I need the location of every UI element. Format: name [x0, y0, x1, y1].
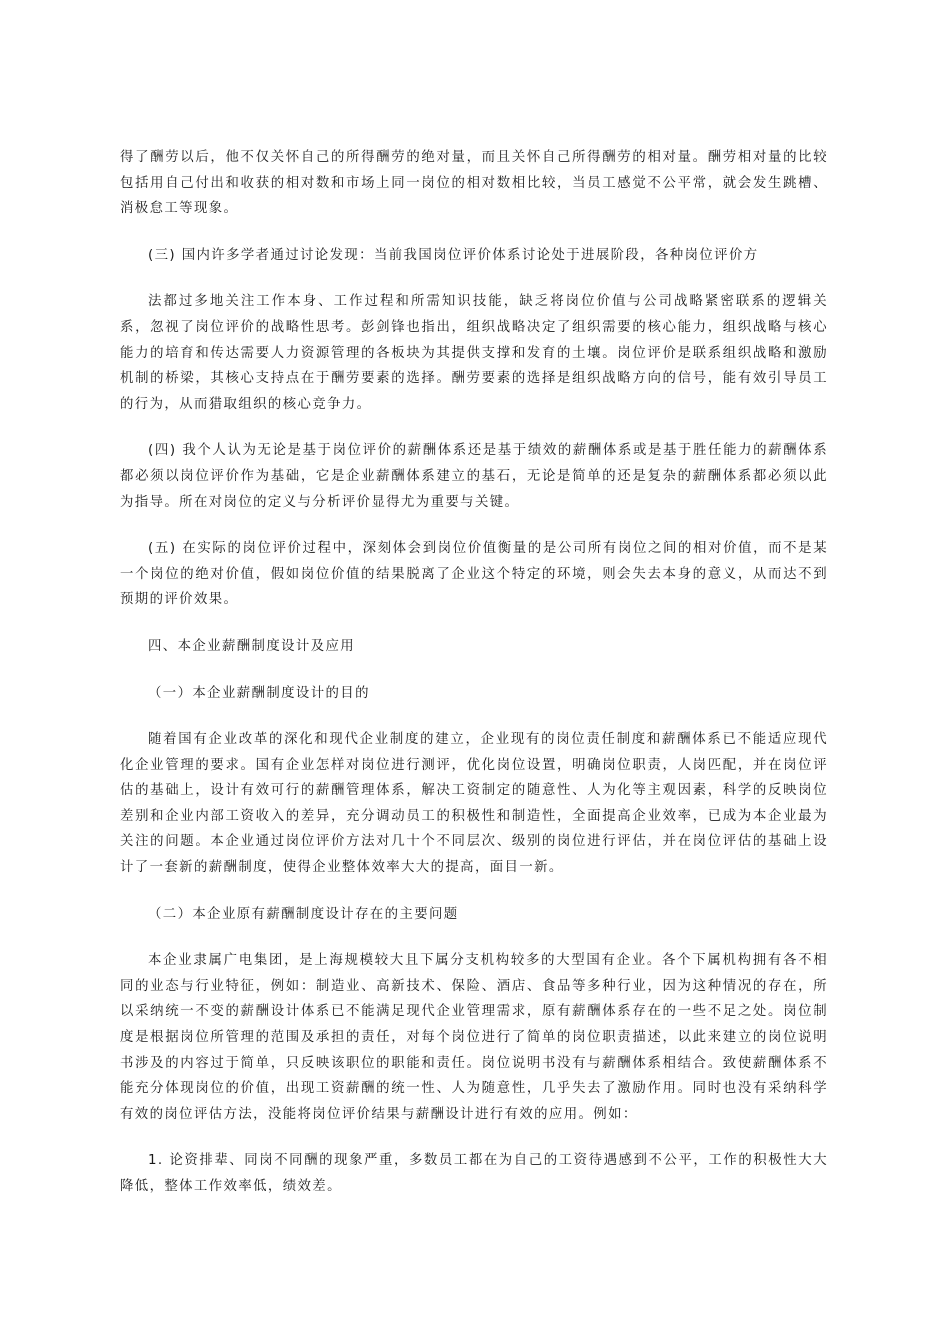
- paragraph-point-3-body: 法都过多地关注工作本身、工作过程和所需知识技能，缺乏将岗位价值与公司战略紧密联系的逻辑关系，忽视了岗位评价的战略性思考。彭剑锋也指出，组织战略决定了组织需要的核心能力，组织战略与核心能力的培育和传达需要人力资源管理的各板块为其提供支撑和发育的土壤。岗位评价是联系组织战略和激励机制的桥梁，其核心支持点在于酬劳要素的选择。酬劳要素的选择是组织战略方向的信号，能有效引导员工的行为，从而猎取组织的核心竞争力。: [120, 294, 828, 412]
- paragraph-problem-1: 1. 论资排辈、同岗不同酬的现象严重，多数员工都在为自己的工资待遇感到不公平，工作的积极性大大降低，整体工作效率低，绩效差。: [120, 1153, 828, 1194]
- document-body: [120, 145, 828, 1221]
- paragraph-existing-problems: 本企业隶属广电集团，是上海规模较大且下属分支机构较多的大型国有企业。各个下属机构拥有各不相同的业态与行业特征，例如：制造业、高新技术、保险、酒店、食品等多种行业，因为这种情况的存在，所以采纳统一不变的薪酬设计体系已不能满足现代企业管理需求，原有薪酬体系存在的一些不足之处。岗位制度是根据岗位所管理的范围及承担的责任，对每个岗位进行了简单的岗位职责描述，以此来建立的岗位说明书涉及的内容过于简单，只反映该职位的职能和责任。岗位说明书没有与薪酬体系相结合。致使薪酬体系不能充分体现岗位的价值，出现工资薪酬的统一性、人为随意性，几乎失去了激励作用。同时也没有采纳科学有效的岗位评估方法，没能将岗位评价结果与薪酬设计进行有效的应用。例如：: [120, 953, 828, 1122]
- subsection-heading-1: （一）本企业薪酬制度设计的目的: [148, 685, 370, 701]
- paragraph-point-4: (四) 我个人认为无论是基于岗位评价的薪酬体系还是基于绩效的薪酬体系或是基于胜任能力的薪酬体系都必须以岗位评价作为基础，它是企业薪酬体系建立的基石，无论是简单的还是复杂的薪酬体系都必须以此为指导。所在对岗位的定义与分析评价显得尤为重要与关键。: [120, 443, 828, 510]
- paragraph-point-5: (五) 在实际的岗位评价过程中，深刻体会到岗位价值衡量的是公司所有岗位之间的相对价值，而不是某一个岗位的绝对价值，假如岗位价值的结果脱离了企业这个特定的环境，则会失去本身的意义，从而达不到预期的评价效果。: [120, 541, 828, 608]
- paragraph-continuation: 得了酬劳以后，他不仅关怀自己的所得酬劳的绝对量，而且关怀自己所得酬劳的相对量。酬劳相对量的比较包括用自己付出和收获的相对数和市场上同一岗位的相对数相比较，当员工感觉不公平常，就会发生跳槽、消极怠工等现象。: [120, 150, 828, 217]
- paragraph-design-purpose: 随着国有企业改革的深化和现代企业制度的建立，企业现有的岗位责任制度和薪酬体系已不能适应现代化企业管理的要求。国有企业怎样对岗位进行测评，优化岗位设置，明确岗位职责，人岗匹配，并在岗位评估的基础上，设计有效可行的薪酬管理体系，解决工资制定的随意性、人为化等主观因素，科学的反映岗位差别和企业内部工资收入的差异，充分调动员工的积极性和制造性，全面提高企业效率，已成为本企业最为关注的问题。本企业通过岗位评价方法对几十个不同层次、级别的岗位进行评估，并在岗位评估的基础上设计了一套新的薪酬制度，使得企业整体效率大大的提高，面目一新。: [120, 732, 828, 876]
- subsection-heading-2: （二）本企业原有薪酬制度设计存在的主要问题: [148, 906, 459, 922]
- section-heading-4: 四、本企业薪酬制度设计及应用: [148, 638, 356, 654]
- paragraph-point-3-start: (三) 国内许多学者通过讨论发现：当前我国岗位评价体系讨论处于进展阶段，各种岗位评价方: [148, 247, 759, 263]
